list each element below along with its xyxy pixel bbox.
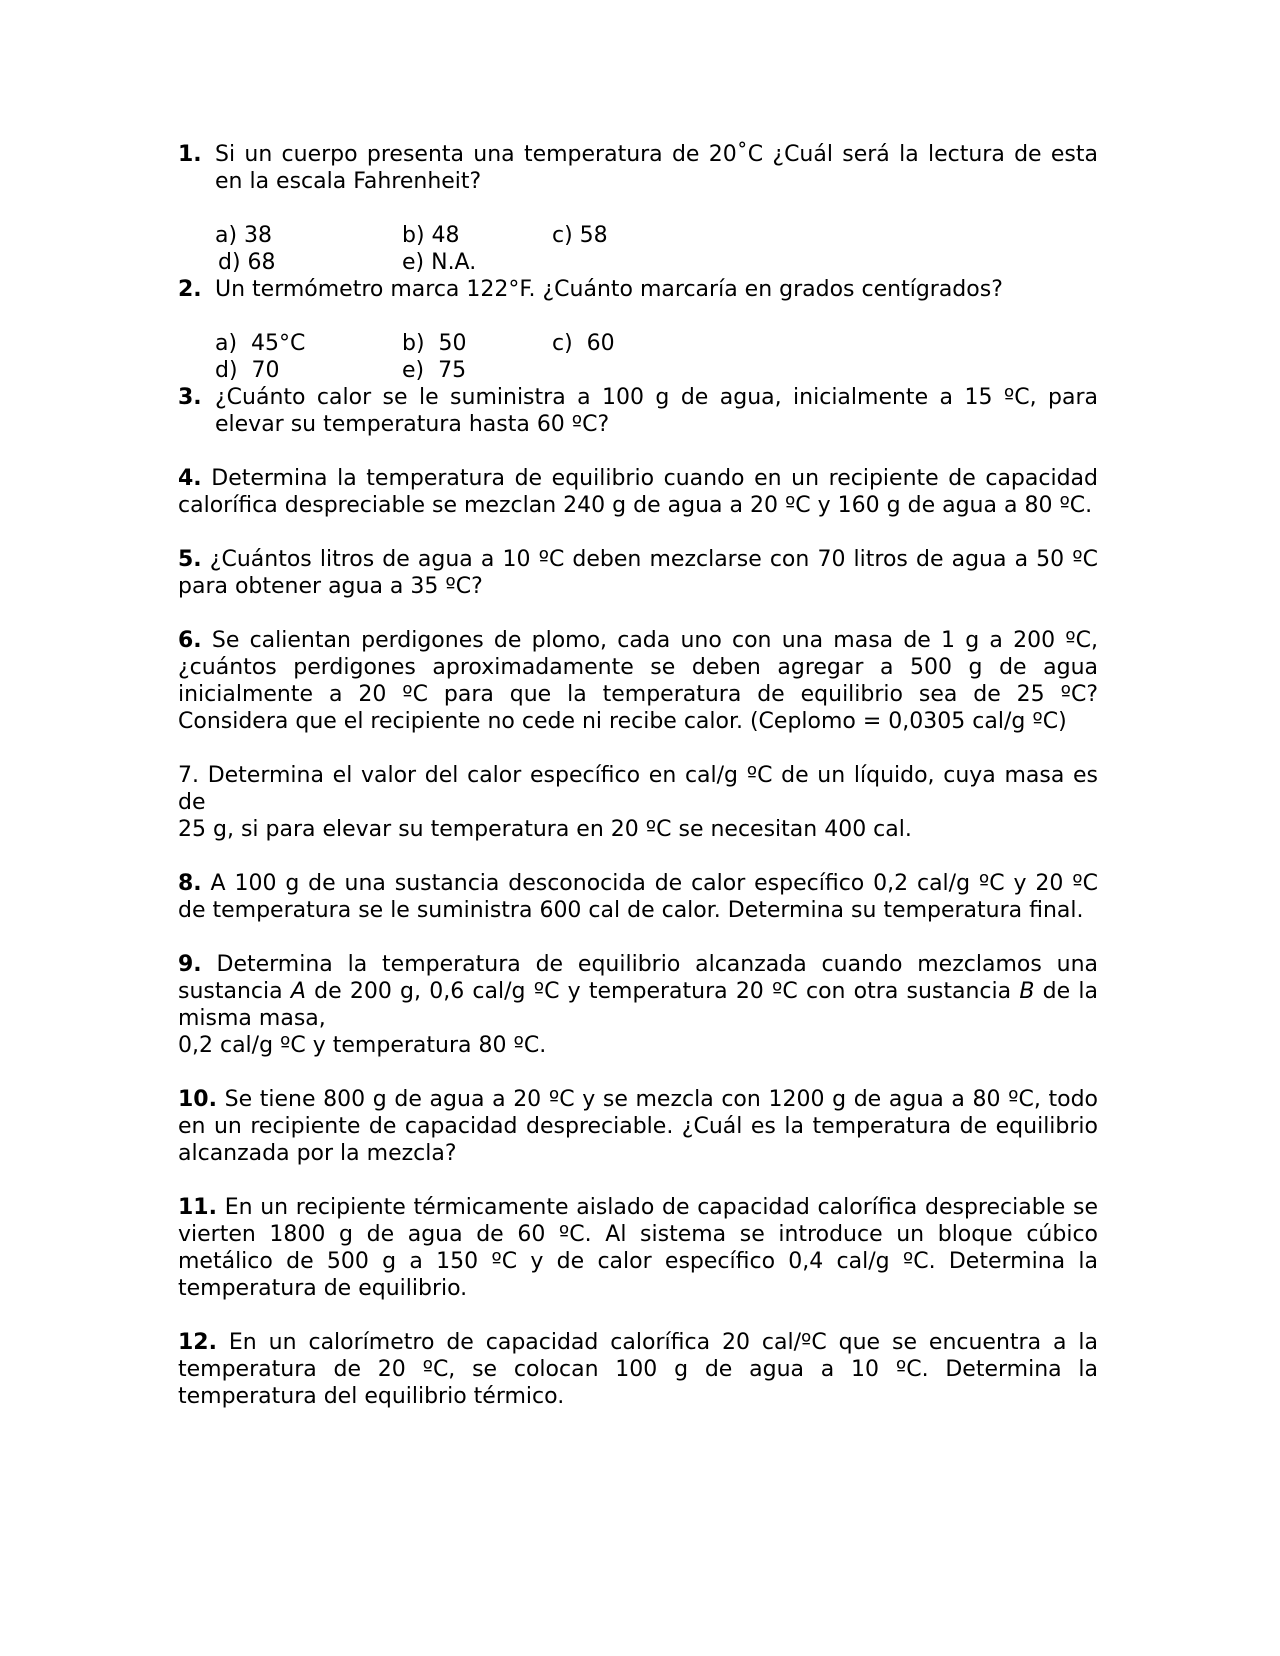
question-number: 12. — [178, 1330, 217, 1355]
question-2 — [178, 276, 1098, 303]
option-e: e) N.A. — [402, 250, 477, 275]
question-1-options — [178, 222, 1098, 276]
question-number: 10. — [178, 1087, 217, 1112]
question-text: En un calorímetro de capacidad calorífica 20 cal/ºC que se encuentra a la temperatura de 20 ºC, se colocan 100 g de agua a 10 ºC. Determina la temperatura del equilibrio térmico. — [178, 1330, 1098, 1409]
question-12 — [178, 1329, 1098, 1410]
option-e: e) 75 — [402, 358, 467, 383]
option-c: c) 60 — [552, 331, 615, 356]
question-text: Se calientan perdigones de plomo, cada uno con una masa de 1 g a 200 ºC, ¿cuántos perdigones aproximadamente se deben agregar a 500 g de agua inicialmente a 20 ºC para que la temperatura de equilibrio sea de 25 ºC? Considera que el recipiente no cede ni recibe calor. (Ceplomo = 0,0305 cal/g ºC) — [178, 628, 1098, 734]
question-number: 3. — [178, 385, 202, 410]
question-number: 9. — [178, 952, 202, 977]
question-number: 4. — [178, 466, 202, 491]
question-text: Determina el valor del calor específico en cal/g ºC de un líquido, cuya masa es de — [178, 763, 1099, 815]
question-text: Determina la temperatura de equilibrio cuando en un recipiente de capacidad calorífica despreciable se mezclan 240 g de agua a 20 ºC y 160 g de agua a 80 ºC. — [178, 466, 1098, 518]
question-text: Un termómetro marca 122°F. ¿Cuánto marcaría en grados centígrados? — [215, 277, 1003, 302]
question-8 — [178, 870, 1098, 924]
option-d: d) 70 — [215, 358, 280, 383]
question-text: Si un cuerpo presenta una temperatura de 20˚C ¿Cuál será la lectura de esta en la escala Fahrenheit? — [215, 142, 1098, 194]
question-number: 1. — [178, 142, 202, 167]
question-text: A 100 g de una sustancia desconocida de calor específico 0,2 cal/g ºC y 20 ºC de temperatura se le suministra 600 cal de calor. Determina su temperatura final. — [178, 871, 1098, 923]
question-9 — [178, 951, 1098, 1059]
question-5 — [178, 546, 1098, 600]
question-text: de 200 g, 0,6 cal/g ºC y temperatura 20 ºC con otra sustancia — [314, 979, 1012, 1004]
question-text: En un recipiente térmicamente aislado de capacidad calorífica despreciable se vierten 1800 g de agua de 60 ºC. Al sistema se introduce un bloque cúbico metálico de 500 g a 150 ºC y de calor específico 0,4 cal/g ºC. Determina la temperatura de equilibrio. — [178, 1195, 1098, 1301]
option-a: a) 45°C — [215, 331, 306, 356]
question-text: Determina la temperatura de equilibrio alcanzada cuando mezclamos una sustancia — [178, 952, 1099, 1004]
option-b: b) 50 — [402, 331, 467, 356]
question-text: ¿Cuánto calor se le suministra a 100 g de agua, inicialmente a 15 ºC, para elevar su temperatura hasta 60 ºC? — [215, 385, 1098, 437]
question-number: 8. — [178, 871, 202, 896]
question-text: ¿Cuántos litros de agua a 10 ºC deben mezclarse con 70 litros de agua a 50 ºC para obtener agua a 35 ºC? — [178, 547, 1099, 599]
question-text: de la misma masa, — [178, 979, 1098, 1031]
option-d: d) 68 — [218, 250, 276, 275]
question-11 — [178, 1194, 1098, 1302]
option-b: b) 48 — [402, 223, 460, 248]
question-text: Se tiene 800 g de agua a 20 ºC y se mezcla con 1200 g de agua a 80 ºC, todo en un recipiente de capacidad despreciable. ¿Cuál es la temperatura de equilibrio alcanzada por la mezcla? — [178, 1087, 1098, 1166]
question-text-continued: 0,2 cal/g ºC y temperatura 80 ºC. — [178, 1033, 547, 1058]
question-10 — [178, 1086, 1098, 1167]
question-6 — [178, 627, 1098, 735]
question-7 — [178, 762, 1098, 843]
question-1 — [178, 141, 1098, 195]
question-number: 5. — [178, 547, 202, 572]
question-number: 2. — [178, 277, 202, 302]
question-number: 7. — [178, 763, 199, 788]
variable-b: B — [1019, 979, 1035, 1004]
option-a: a) 38 — [215, 223, 273, 248]
option-c: c) 58 — [552, 223, 608, 248]
question-number: 6. — [178, 628, 202, 653]
variable-a: A — [290, 979, 306, 1004]
question-number: 11. — [178, 1195, 217, 1220]
question-3 — [178, 384, 1098, 438]
question-2-options — [178, 330, 1098, 384]
question-text-continued: 25 g, si para elevar su temperatura en 20 ºC se necesitan 400 cal. — [178, 817, 912, 842]
question-4 — [178, 465, 1098, 519]
worksheet-page — [178, 141, 1098, 1410]
